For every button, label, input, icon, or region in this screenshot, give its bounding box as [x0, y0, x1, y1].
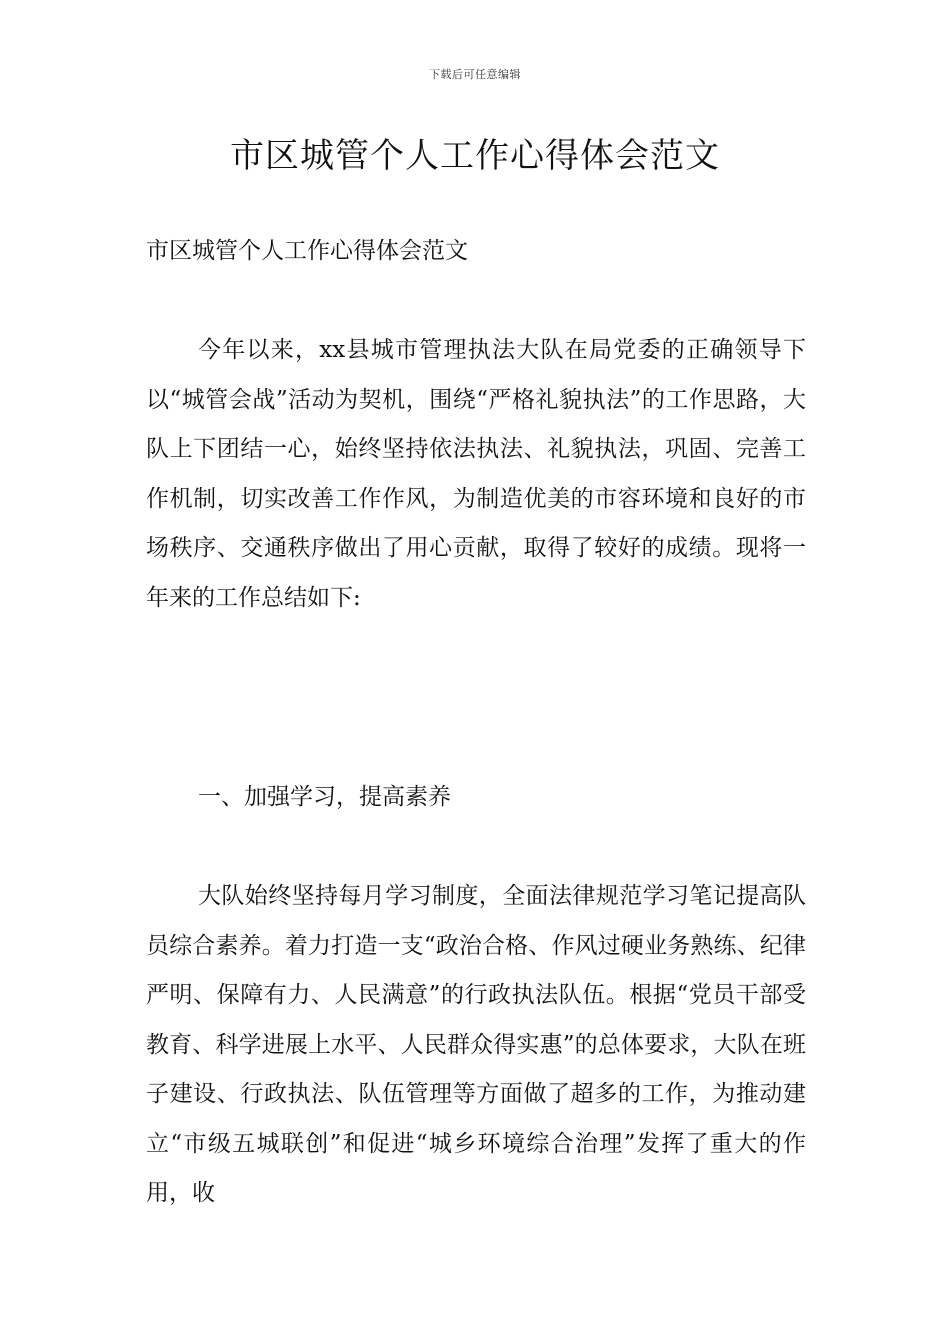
section-paragraph: 大队始终坚持每月学习制度，全面法律规范学习笔记提高队员综合素养。着力打造一支“政治合格、作风过硬业务熟练、纪律严明、保障有力、人民满意”的行政执法队伍。根据“党员干部受教育、科学进展上水平、人民群众得实惠”的总体要求，大队在班子建设、行政执法、队伍管理等方面做了超多的工作，为推动建立“市级五城联创”和促进“城乡环境综合治理”发挥了重大的作用，收 [146, 883, 806, 1206]
document-title: 市区城管个人工作心得体会范文 [230, 136, 720, 176]
intro-paragraph: 今年以来，xx县城市管理执法大队在局党委的正确领导下以“城管会战”活动为契机，围绕“严格礼貌执法”的工作思路，大队上下团结一心，始终坚持依法执法、礼貌执法，巩固、完善工作机制，切实改善工作作风，为制造优美的市容环境和良好的市场秩序、交通秩序做出了用心贡献，取得了较好的成绩。现将一年来的工作总结如下: [146, 337, 806, 611]
download-note: 下载后可任意编辑 [429, 68, 521, 81]
document-subtitle: 市区城管个人工作心得体会范文 [146, 238, 468, 264]
section-heading: 一、加强学习，提高素养 [198, 784, 451, 810]
